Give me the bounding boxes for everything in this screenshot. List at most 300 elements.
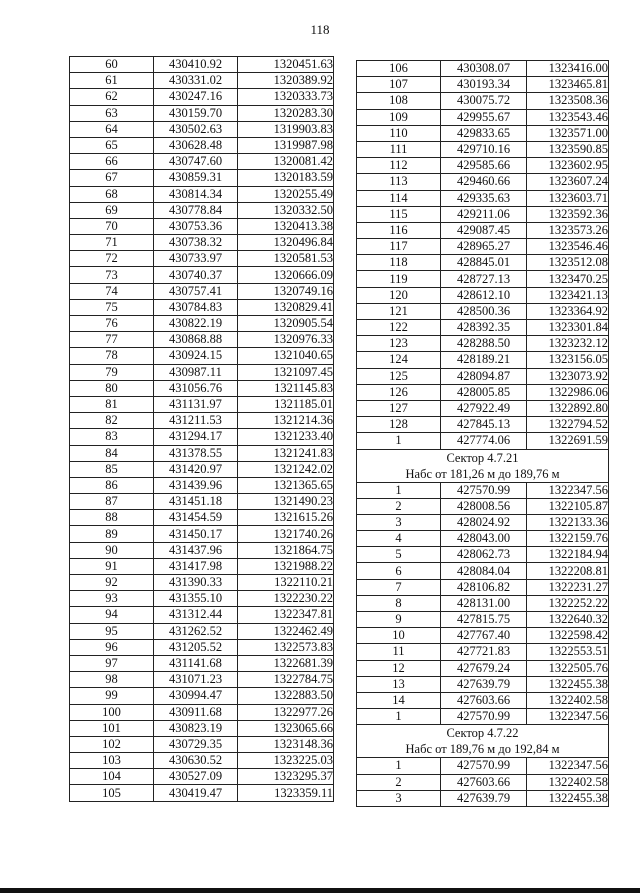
table-row: [357, 109, 609, 125]
x-coordinate: 430733.97: [154, 251, 238, 267]
x-coordinate: 428500.36: [441, 303, 527, 319]
table-row: [357, 287, 609, 303]
x-coordinate: 429710.16: [441, 141, 527, 157]
y-coordinate: 1323225.03: [238, 753, 334, 769]
table-row: [70, 235, 334, 251]
point-number: 118: [357, 255, 441, 271]
point-number: 89: [70, 526, 154, 542]
point-number: 83: [70, 429, 154, 445]
table-row: [357, 336, 609, 352]
table-row: [70, 89, 334, 105]
point-number: 106: [357, 61, 441, 77]
y-coordinate: 1323590.85: [527, 141, 609, 157]
table-row: [70, 445, 334, 461]
table-row: [357, 644, 609, 660]
y-coordinate: 1321040.65: [238, 348, 334, 364]
table-row: [357, 141, 609, 157]
table-row: [357, 774, 609, 790]
x-coordinate: 427774.06: [441, 433, 527, 449]
x-coordinate: 430753.36: [154, 218, 238, 234]
table-row: [70, 154, 334, 170]
table-row: [70, 73, 334, 89]
x-coordinate: 430911.68: [154, 704, 238, 720]
table-row: [70, 785, 334, 801]
x-coordinate: 430747.60: [154, 154, 238, 170]
point-number: 6: [357, 563, 441, 579]
point-number: 71: [70, 235, 154, 251]
table-row: [357, 482, 609, 498]
y-coordinate: 1322598.42: [527, 628, 609, 644]
table-row: [70, 316, 334, 332]
y-coordinate: 1323470.25: [527, 271, 609, 287]
point-number: 109: [357, 109, 441, 125]
x-coordinate: 430075.72: [441, 93, 527, 109]
y-coordinate: 1320905.54: [238, 316, 334, 332]
point-number: 114: [357, 190, 441, 206]
x-coordinate: 431141.68: [154, 655, 238, 671]
point-number: 127: [357, 400, 441, 416]
x-coordinate: 428094.87: [441, 368, 527, 384]
table-row: [357, 579, 609, 595]
point-number: 103: [70, 753, 154, 769]
table-row: [70, 105, 334, 121]
point-number: 97: [70, 655, 154, 671]
table-row: [70, 736, 334, 752]
x-coordinate: 431056.76: [154, 380, 238, 396]
point-number: 92: [70, 575, 154, 591]
y-coordinate: 1320496.84: [238, 235, 334, 251]
x-coordinate: 428845.01: [441, 255, 527, 271]
x-coordinate: 428005.85: [441, 384, 527, 400]
y-coordinate: 1321097.45: [238, 364, 334, 380]
x-coordinate: 428024.92: [441, 514, 527, 530]
x-coordinate: 428084.04: [441, 563, 527, 579]
point-number: 4: [357, 531, 441, 547]
table-row: [357, 77, 609, 93]
table-row: [357, 692, 609, 708]
table-row: [357, 400, 609, 416]
sector-title-text: Сектор 4.7.22: [357, 725, 609, 742]
point-number: 9: [357, 612, 441, 628]
x-coordinate: 427767.40: [441, 628, 527, 644]
y-coordinate: 1323359.11: [238, 785, 334, 801]
y-coordinate: 1320333.73: [238, 89, 334, 105]
table-row: [70, 283, 334, 299]
x-coordinate: 431417.98: [154, 558, 238, 574]
y-coordinate: 1322883.50: [238, 688, 334, 704]
point-number: 101: [70, 720, 154, 736]
x-coordinate: 427603.66: [441, 692, 527, 708]
table-row: [70, 429, 334, 445]
point-number: 94: [70, 607, 154, 623]
table-row: [357, 125, 609, 141]
point-number: 78: [70, 348, 154, 364]
point-number: 70: [70, 218, 154, 234]
table-row: [357, 514, 609, 530]
y-coordinate: 1320283.30: [238, 105, 334, 121]
x-coordinate: 431454.59: [154, 510, 238, 526]
table-row: [357, 222, 609, 238]
point-number: 116: [357, 222, 441, 238]
point-number: 68: [70, 186, 154, 202]
table-row: [357, 174, 609, 190]
x-coordinate: 429087.45: [441, 222, 527, 238]
x-coordinate: 430419.47: [154, 785, 238, 801]
x-coordinate: 428131.00: [441, 595, 527, 611]
y-coordinate: 1323065.66: [238, 720, 334, 736]
point-number: 3: [357, 790, 441, 806]
x-coordinate: 430924.15: [154, 348, 238, 364]
point-number: 8: [357, 595, 441, 611]
table-row: [70, 526, 334, 542]
table-row: [70, 380, 334, 396]
x-coordinate: 430994.47: [154, 688, 238, 704]
point-number: 66: [70, 154, 154, 170]
y-coordinate: 1322402.58: [527, 774, 609, 790]
y-coordinate: 1320389.92: [238, 73, 334, 89]
point-number: 74: [70, 283, 154, 299]
x-coordinate: 430308.07: [441, 61, 527, 77]
point-number: 107: [357, 77, 441, 93]
y-coordinate: 1321864.75: [238, 542, 334, 558]
table-row: [357, 628, 609, 644]
point-number: 62: [70, 89, 154, 105]
x-coordinate: 430740.37: [154, 267, 238, 283]
y-coordinate: 1321740.26: [238, 526, 334, 542]
y-coordinate: 1323603.71: [527, 190, 609, 206]
table-row: [70, 364, 334, 380]
y-coordinate: 1323543.46: [527, 109, 609, 125]
point-number: 7: [357, 579, 441, 595]
x-coordinate: 427603.66: [441, 774, 527, 790]
y-coordinate: 1322505.76: [527, 660, 609, 676]
point-number: 115: [357, 206, 441, 222]
x-coordinate: 428612.10: [441, 287, 527, 303]
x-coordinate: 431312.44: [154, 607, 238, 623]
point-number: 111: [357, 141, 441, 157]
table-row: [70, 461, 334, 477]
table-row: [70, 591, 334, 607]
y-coordinate: 1320976.33: [238, 332, 334, 348]
y-coordinate: 1322231.27: [527, 579, 609, 595]
x-coordinate: 431131.97: [154, 396, 238, 412]
x-coordinate: 428106.82: [441, 579, 527, 595]
y-coordinate: 1323232.12: [527, 336, 609, 352]
table-row: [70, 753, 334, 769]
point-number: 125: [357, 368, 441, 384]
sector-title: [357, 449, 609, 466]
point-number: 72: [70, 251, 154, 267]
x-coordinate: 431211.53: [154, 413, 238, 429]
x-coordinate: 430757.41: [154, 283, 238, 299]
point-number: 102: [70, 736, 154, 752]
x-coordinate: 431294.17: [154, 429, 238, 445]
x-coordinate: 427570.99: [441, 482, 527, 498]
y-coordinate: 1322784.75: [238, 672, 334, 688]
x-coordinate: 431390.33: [154, 575, 238, 591]
x-coordinate: 430784.83: [154, 299, 238, 315]
point-number: 112: [357, 158, 441, 174]
x-coordinate: 429833.65: [441, 125, 527, 141]
x-coordinate: 430859.31: [154, 170, 238, 186]
table-row: [357, 320, 609, 336]
y-coordinate: 1323416.00: [527, 61, 609, 77]
coordinates-table-left: [69, 56, 334, 802]
table-row: [70, 332, 334, 348]
table-row: [357, 498, 609, 514]
table-row: [357, 709, 609, 725]
y-coordinate: 1322133.36: [527, 514, 609, 530]
point-number: 12: [357, 660, 441, 676]
x-coordinate: 430410.92: [154, 57, 238, 73]
point-number: 60: [70, 57, 154, 73]
x-coordinate: 428392.35: [441, 320, 527, 336]
point-number: 87: [70, 494, 154, 510]
y-coordinate: 1322892.80: [527, 400, 609, 416]
point-number: 73: [70, 267, 154, 283]
point-number: 79: [70, 364, 154, 380]
point-number: 3: [357, 514, 441, 530]
table-row: [70, 137, 334, 153]
y-coordinate: 1323156.05: [527, 352, 609, 368]
x-coordinate: 427721.83: [441, 644, 527, 660]
x-coordinate: 431437.96: [154, 542, 238, 558]
x-coordinate: 429335.63: [441, 190, 527, 206]
y-coordinate: 1320413.38: [238, 218, 334, 234]
y-coordinate: 1323295.37: [238, 769, 334, 785]
y-coordinate: 1321988.22: [238, 558, 334, 574]
y-coordinate: 1323148.36: [238, 736, 334, 752]
point-number: 76: [70, 316, 154, 332]
y-coordinate: 1320081.42: [238, 154, 334, 170]
point-number: 82: [70, 413, 154, 429]
point-number: 93: [70, 591, 154, 607]
x-coordinate: 429585.66: [441, 158, 527, 174]
x-coordinate: 431205.52: [154, 639, 238, 655]
y-coordinate: 1322977.26: [238, 704, 334, 720]
x-coordinate: 431071.23: [154, 672, 238, 688]
table-row: [357, 93, 609, 109]
x-coordinate: 431451.18: [154, 494, 238, 510]
y-coordinate: 1320332.50: [238, 202, 334, 218]
y-coordinate: 1319903.83: [238, 121, 334, 137]
y-coordinate: 1321214.36: [238, 413, 334, 429]
y-coordinate: 1321615.26: [238, 510, 334, 526]
y-coordinate: 1323602.95: [527, 158, 609, 174]
table-row: [70, 299, 334, 315]
x-coordinate: 429460.66: [441, 174, 527, 190]
page-number: 118: [310, 22, 330, 37]
table-row: [70, 769, 334, 785]
y-coordinate: 1320749.16: [238, 283, 334, 299]
point-number: 88: [70, 510, 154, 526]
table-row: [357, 676, 609, 692]
y-coordinate: 1320581.53: [238, 251, 334, 267]
table-row: [357, 352, 609, 368]
point-number: 81: [70, 396, 154, 412]
y-coordinate: 1322553.51: [527, 644, 609, 660]
x-coordinate: 429211.06: [441, 206, 527, 222]
x-coordinate: 430628.48: [154, 137, 238, 153]
point-number: 113: [357, 174, 441, 190]
y-coordinate: 1319987.98: [238, 137, 334, 153]
point-number: 69: [70, 202, 154, 218]
point-number: 108: [357, 93, 441, 109]
y-coordinate: 1323607.24: [527, 174, 609, 190]
table-row: [70, 510, 334, 526]
y-coordinate: 1321242.02: [238, 461, 334, 477]
sector-height-range: [357, 741, 609, 758]
y-coordinate: 1321145.83: [238, 380, 334, 396]
y-coordinate: 1322462.49: [238, 623, 334, 639]
point-number: 75: [70, 299, 154, 315]
x-coordinate: 430502.63: [154, 121, 238, 137]
x-coordinate: 430778.84: [154, 202, 238, 218]
point-number: 11: [357, 644, 441, 660]
table-row: [357, 158, 609, 174]
y-coordinate: 1322455.38: [527, 676, 609, 692]
y-coordinate: 1322986.06: [527, 384, 609, 400]
point-number: 1: [357, 482, 441, 498]
y-coordinate: 1322455.38: [527, 790, 609, 806]
x-coordinate: 431420.97: [154, 461, 238, 477]
y-coordinate: 1322252.22: [527, 595, 609, 611]
x-coordinate: 430193.34: [441, 77, 527, 93]
table-row: [70, 348, 334, 364]
point-number: 84: [70, 445, 154, 461]
table-row: [357, 563, 609, 579]
x-coordinate: 430823.19: [154, 720, 238, 736]
y-coordinate: 1322794.52: [527, 417, 609, 433]
table-row: [70, 186, 334, 202]
x-coordinate: 430729.35: [154, 736, 238, 752]
point-number: 5: [357, 547, 441, 563]
x-coordinate: 427815.75: [441, 612, 527, 628]
x-coordinate: 428062.73: [441, 547, 527, 563]
point-number: 98: [70, 672, 154, 688]
table-row: [357, 303, 609, 319]
x-coordinate: 427639.79: [441, 676, 527, 692]
point-number: 90: [70, 542, 154, 558]
x-coordinate: 427639.79: [441, 790, 527, 806]
table-row: [357, 239, 609, 255]
y-coordinate: 1322347.56: [527, 758, 609, 774]
point-number: 99: [70, 688, 154, 704]
point-number: 80: [70, 380, 154, 396]
y-coordinate: 1322573.83: [238, 639, 334, 655]
table-row: [70, 57, 334, 73]
x-coordinate: 430331.02: [154, 73, 238, 89]
y-coordinate: 1323573.26: [527, 222, 609, 238]
x-coordinate: 430738.32: [154, 235, 238, 251]
y-coordinate: 1322347.56: [527, 709, 609, 725]
point-number: 10: [357, 628, 441, 644]
y-coordinate: 1320183.59: [238, 170, 334, 186]
table-row: [70, 558, 334, 574]
point-number: 2: [357, 498, 441, 514]
table-row: [70, 623, 334, 639]
x-coordinate: 430814.34: [154, 186, 238, 202]
x-coordinate: 430868.88: [154, 332, 238, 348]
y-coordinate: 1323073.92: [527, 368, 609, 384]
table-row: [70, 720, 334, 736]
table-row: [357, 660, 609, 676]
y-coordinate: 1320451.63: [238, 57, 334, 73]
point-number: 85: [70, 461, 154, 477]
point-number: 117: [357, 239, 441, 255]
table-row: [70, 575, 334, 591]
table-row: [70, 170, 334, 186]
point-number: 86: [70, 477, 154, 493]
x-coordinate: 427570.99: [441, 758, 527, 774]
x-coordinate: 429955.67: [441, 109, 527, 125]
x-coordinate: 431439.96: [154, 477, 238, 493]
point-number: 119: [357, 271, 441, 287]
table-row: [70, 704, 334, 720]
point-number: 61: [70, 73, 154, 89]
y-coordinate: 1323364.92: [527, 303, 609, 319]
x-coordinate: 428727.13: [441, 271, 527, 287]
point-number: 65: [70, 137, 154, 153]
y-coordinate: 1322347.81: [238, 607, 334, 623]
table-row: [70, 267, 334, 283]
point-number: 1: [357, 709, 441, 725]
x-coordinate: 428288.50: [441, 336, 527, 352]
point-number: 1: [357, 758, 441, 774]
y-coordinate: 1321241.83: [238, 445, 334, 461]
point-number: 96: [70, 639, 154, 655]
x-coordinate: 428965.27: [441, 239, 527, 255]
y-coordinate: 1322105.87: [527, 498, 609, 514]
point-number: 120: [357, 287, 441, 303]
x-coordinate: 428189.21: [441, 352, 527, 368]
table-row: [70, 607, 334, 623]
table-row: [357, 612, 609, 628]
x-coordinate: 430527.09: [154, 769, 238, 785]
x-coordinate: 430247.16: [154, 89, 238, 105]
table-row: [357, 368, 609, 384]
sector-height-range: [357, 466, 609, 483]
point-number: 123: [357, 336, 441, 352]
table-row: [70, 251, 334, 267]
table-row: [357, 206, 609, 222]
x-coordinate: 431262.52: [154, 623, 238, 639]
y-coordinate: 1323571.00: [527, 125, 609, 141]
table-row: [70, 396, 334, 412]
x-coordinate: 431355.10: [154, 591, 238, 607]
point-number: 124: [357, 352, 441, 368]
x-coordinate: 428043.00: [441, 531, 527, 547]
point-number: 122: [357, 320, 441, 336]
y-coordinate: 1322640.32: [527, 612, 609, 628]
table-row: [70, 494, 334, 510]
sector-range-text: Набс от 189,76 м до 192,84 м: [357, 741, 609, 758]
x-coordinate: 428008.56: [441, 498, 527, 514]
table-row: [357, 417, 609, 433]
sector-title: [357, 725, 609, 742]
point-number: 126: [357, 384, 441, 400]
table-row: [357, 190, 609, 206]
point-number: 104: [70, 769, 154, 785]
x-coordinate: 427570.99: [441, 709, 527, 725]
y-coordinate: 1321365.65: [238, 477, 334, 493]
table-row: [70, 688, 334, 704]
point-number: 14: [357, 692, 441, 708]
y-coordinate: 1322681.39: [238, 655, 334, 671]
y-coordinate: 1320829.41: [238, 299, 334, 315]
table-row: [70, 218, 334, 234]
y-coordinate: 1322230.22: [238, 591, 334, 607]
